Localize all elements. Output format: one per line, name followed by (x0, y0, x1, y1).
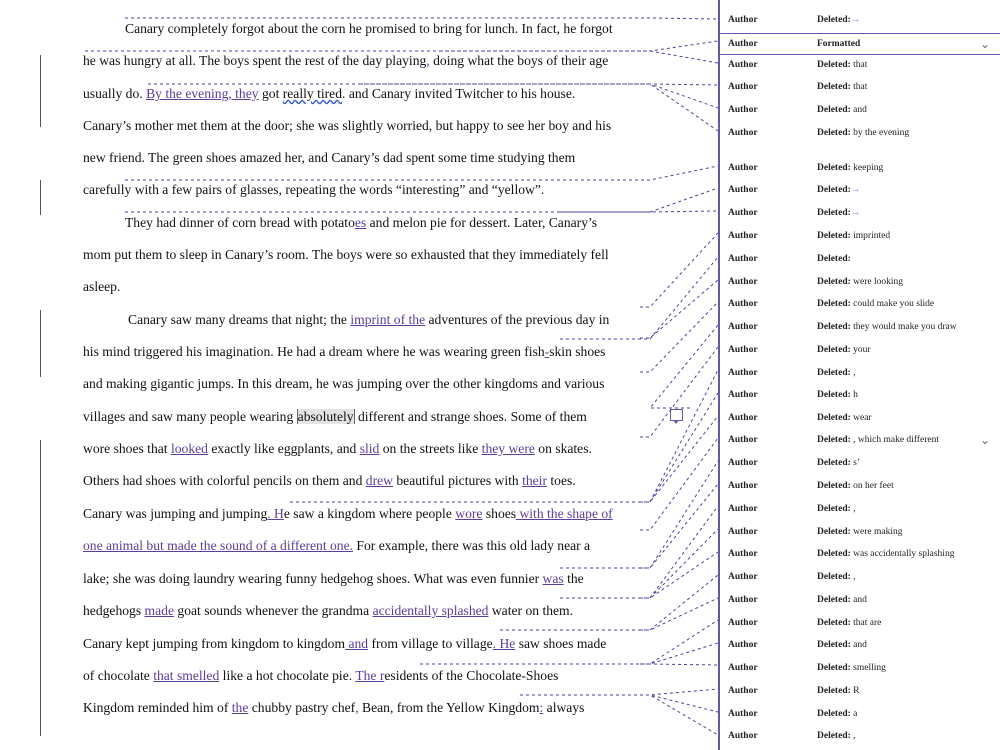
selected-text: absolutely (297, 409, 354, 424)
balloon-deleted-text: imprinted (850, 231, 891, 241)
tab-arrow-icon: → (850, 208, 861, 218)
balloon-author: Author (728, 299, 758, 309)
balloon-author: Author (728, 527, 758, 537)
text-line[interactable] (83, 635, 653, 653)
text-line[interactable] (83, 408, 653, 426)
balloon-deleted-text: and (850, 640, 867, 650)
balloon-revision-type: Deleted: (817, 481, 851, 491)
text-run: on the streets like (379, 441, 482, 456)
balloon-revision-type: Deleted: (817, 458, 851, 468)
text-line[interactable] (128, 311, 698, 329)
balloon-revision-text (817, 101, 867, 119)
text-run: always (543, 700, 585, 715)
inserted-text: one animal but made the sound of a different one. (83, 538, 354, 553)
text-run: skin shoes (549, 344, 606, 359)
balloon-revision-type: Deleted: (817, 208, 851, 218)
text-line[interactable] (83, 246, 653, 264)
balloon-author: Author (728, 368, 758, 378)
text-run: water on them. (488, 603, 574, 618)
change-bar (40, 180, 41, 215)
balloon-deleted-text: and (850, 595, 867, 605)
expand-chevron-icon[interactable]: ⌄ (980, 433, 991, 447)
revision-balloon[interactable] (718, 523, 1000, 541)
balloon-revision-type: Deleted: (817, 504, 851, 514)
text-line[interactable] (125, 20, 695, 38)
text-run: new friend. The green shoes amazed her, and Canary’s dad spent some time studying them (83, 150, 576, 165)
balloon-deleted-text: that are (850, 618, 882, 628)
text-run: lake; she was doing laundry wearing funny hedgehog shoes. What was even funnier (83, 571, 543, 586)
revision-balloon[interactable] (718, 204, 1000, 222)
balloon-revision-type: Deleted: (817, 640, 851, 650)
revision-balloon[interactable] (718, 11, 1000, 29)
inserted-text: they were (481, 441, 535, 456)
balloon-revision-text (817, 682, 859, 700)
text-run: . (342, 86, 346, 101)
balloon-revision-text (817, 659, 886, 677)
revision-balloon[interactable] (718, 56, 1000, 74)
balloon-revision-type: Deleted: (817, 231, 851, 241)
balloon-revision-text (817, 545, 954, 563)
inserted-text: , (426, 53, 430, 68)
text-line[interactable] (83, 699, 653, 717)
balloon-author: Author (728, 640, 758, 650)
grammar-flagged-text: really tired (282, 86, 343, 101)
text-run: and making gigantic jumps. In this dream, he was jumping over the other kingdoms and various (83, 376, 605, 391)
balloon-deleted-text: that (850, 60, 868, 70)
text-run: carefully with a few pairs of glasses, repeating the words “interesting” and “yellow”. (83, 182, 545, 197)
text-run: usually do. (83, 86, 147, 101)
text-run: of chocolate (83, 668, 154, 683)
text-run: goat sounds whenever the grandma (174, 603, 373, 618)
balloon-author: Author (728, 481, 758, 491)
revision-balloon[interactable] (718, 181, 1000, 199)
text-run: asleep. (83, 279, 121, 294)
balloon-author: Author (728, 595, 758, 605)
revision-balloon[interactable] (718, 500, 1000, 518)
balloon-revision-text (817, 727, 856, 745)
text-line[interactable] (83, 602, 653, 620)
balloon-author: Author (728, 82, 758, 92)
text-line[interactable] (83, 117, 653, 135)
revision-balloon[interactable] (718, 124, 1000, 142)
text-line[interactable] (83, 472, 653, 490)
balloon-deleted-text: your (850, 345, 871, 355)
balloon-revision-text (817, 204, 860, 222)
balloon-revision-text (817, 431, 939, 449)
inserted-text: slid (359, 441, 380, 456)
text-run: different and strange shoes. Some of them (354, 409, 587, 424)
inserted-text: drew (365, 473, 393, 488)
balloon-author: Author (728, 435, 758, 445)
revision-balloon[interactable] (718, 568, 1000, 586)
balloon-author: Author (728, 39, 758, 49)
balloon-revision-type: Deleted: (817, 663, 851, 673)
balloon-revision-text (817, 454, 860, 472)
balloon-revision-type: Deleted: (817, 435, 851, 445)
balloon-author: Author (728, 128, 758, 138)
balloon-revision-type: Deleted: (817, 731, 851, 741)
balloon-revision-type: Deleted: (817, 549, 851, 559)
balloon-author: Author (728, 390, 758, 400)
balloon-revision-type: Deleted: (817, 60, 851, 70)
text-run: wore shoes that (83, 441, 171, 456)
text-run: the (563, 571, 584, 586)
tab-arrow-icon: → (850, 185, 861, 195)
text-run: They had dinner of corn bread with potato (125, 215, 355, 230)
text-run: on skates. (534, 441, 592, 456)
inserted-text: By the evening, they (146, 86, 259, 101)
balloon-revision-type: Deleted: (817, 390, 851, 400)
balloon-author: Author (728, 504, 758, 514)
balloon-author: Author (728, 458, 758, 468)
balloon-revision-type: Deleted: (817, 105, 851, 115)
revision-balloon[interactable] (718, 250, 1000, 268)
balloon-revision-text (817, 34, 860, 54)
revision-balloon[interactable] (718, 386, 1000, 404)
balloon-author: Author (728, 709, 758, 719)
balloon-author: Author (728, 413, 758, 423)
revision-balloon[interactable] (718, 614, 1000, 632)
revision-balloon[interactable] (718, 318, 1000, 336)
balloon-revision-type: Deleted: (817, 163, 851, 173)
balloon-revision-text (817, 500, 856, 518)
balloon-revision-text (817, 159, 883, 177)
text-line[interactable] (83, 505, 653, 523)
revision-balloon[interactable] (718, 227, 1000, 245)
revision-balloon[interactable] (718, 431, 1000, 449)
balloon-revision-text (817, 705, 857, 723)
revision-balloon[interactable] (718, 477, 1000, 495)
text-line[interactable] (83, 440, 653, 458)
balloon-revision-text (817, 409, 872, 427)
text-line[interactable] (83, 667, 653, 685)
balloon-revision-type: Deleted: (817, 413, 851, 423)
inserted-text: wore (455, 506, 483, 521)
balloon-revision-type: Deleted: (817, 277, 851, 287)
balloon-revision-text (817, 477, 894, 495)
text-run: Canary saw many dreams that night; the (128, 312, 351, 327)
inserted-text: that smelled (153, 668, 220, 683)
balloon-revision-text (817, 614, 881, 632)
revision-balloon[interactable] (718, 636, 1000, 654)
balloon-author: Author (728, 345, 758, 355)
change-bar (40, 310, 41, 377)
balloon-revision-type: Deleted: (817, 572, 851, 582)
balloon-author: Author (728, 208, 758, 218)
text-run: doing what the boys of their age (429, 53, 609, 68)
revision-balloon[interactable] (718, 659, 1000, 677)
balloon-author: Author (728, 185, 758, 195)
text-line[interactable] (83, 570, 653, 588)
balloon-deleted-text: a (850, 709, 858, 719)
balloon-author: Author (728, 686, 758, 696)
balloon-author: Author (728, 549, 758, 559)
balloon-revision-text (817, 636, 867, 654)
text-run: he was hungry at all. The boys spent the rest of the day playing (83, 53, 427, 68)
text-run: Canary kept jumping from kingdom to kingdom (83, 636, 346, 651)
revision-balloon[interactable] (718, 101, 1000, 119)
text-run: saw shoes made (515, 636, 607, 651)
text-run: got (258, 86, 283, 101)
text-line[interactable] (83, 343, 653, 361)
balloon-deleted-text: was accidentally splashing (850, 549, 955, 559)
markup-balloons-pane[interactable] (718, 0, 1000, 750)
balloon-deleted-text: wear (850, 413, 872, 423)
balloon-revision-text (817, 227, 890, 245)
inserted-text: and (345, 636, 369, 651)
text-line[interactable] (83, 85, 653, 103)
balloon-revision-type: Deleted: (817, 345, 851, 355)
text-run: villages and saw many people wearing (83, 409, 297, 424)
inserted-text: was (542, 571, 564, 586)
revision-balloon[interactable] (718, 409, 1000, 427)
text-run: Bean, from the Yellow Kingdom (358, 700, 540, 715)
balloon-deleted-text: were making (850, 527, 903, 537)
balloon-revision-type: Deleted: (817, 15, 851, 25)
revision-balloon[interactable] (718, 159, 1000, 177)
balloon-revision-text (817, 386, 858, 404)
text-run: from village to village (368, 636, 493, 651)
inserted-text: . H (267, 506, 284, 521)
revision-balloon[interactable] (718, 682, 1000, 700)
balloon-deleted-text: , (850, 731, 856, 741)
balloon-revision-type: Deleted: (817, 254, 851, 264)
text-run: Canary’s mother met them at the door; she was slightly worried, but happy to see her boy and his (83, 118, 612, 133)
revision-balloon[interactable] (718, 33, 1000, 55)
balloon-deleted-text: s’ (850, 458, 861, 468)
balloon-author: Author (728, 663, 758, 673)
inserted-text: their (522, 473, 547, 488)
balloon-revision-text (817, 11, 860, 29)
balloon-revision-type: Deleted: (817, 82, 851, 92)
text-run: and melon pie for dessert. Later, Canary’s (366, 215, 598, 230)
balloon-revision-type: Deleted: (817, 709, 851, 719)
balloon-revision-text (817, 318, 957, 336)
revision-balloon[interactable] (718, 545, 1000, 563)
balloon-deleted-text: by the evening (850, 128, 910, 138)
balloon-author: Author (728, 60, 758, 70)
inserted-text: . He (492, 636, 516, 651)
balloon-revision-type: Deleted: (817, 595, 851, 605)
revision-balloon[interactable] (718, 273, 1000, 291)
text-line[interactable] (125, 214, 695, 232)
inserted-text: accidentally splashed (372, 603, 489, 618)
revision-balloon[interactable] (718, 454, 1000, 472)
balloon-deleted-text: could make you slide (850, 299, 935, 309)
balloon-revision-type: Deleted: (817, 686, 851, 696)
inserted-text: es (354, 215, 367, 230)
text-run: and Canary invited Twitcher to his house. (345, 86, 576, 101)
text-line[interactable] (83, 537, 653, 555)
text-line[interactable] (83, 149, 653, 167)
balloon-deleted-text: that (850, 82, 868, 92)
balloon-deleted-text: on her feet (850, 481, 894, 491)
change-bar (40, 440, 41, 736)
text-line[interactable] (83, 375, 653, 393)
balloon-deleted-text: they would make you draw (850, 322, 957, 332)
balloon-revision-type: Deleted: (817, 618, 851, 628)
text-run: Others had shoes with colorful pencils on them and (83, 473, 366, 488)
balloon-deleted-text: , (850, 368, 856, 378)
text-run: shoes (482, 506, 517, 521)
balloon-deleted-text: R (850, 686, 860, 696)
balloon-revision-text (817, 273, 903, 291)
balloon-revision-text (817, 591, 867, 609)
balloon-revision-type: Deleted: (817, 128, 851, 138)
balloon-deleted-text: and (850, 105, 867, 115)
inserted-text: imprint of the (350, 312, 426, 327)
text-run: his mind triggered his imagination. He had a dream where he was wearing green fish (83, 344, 545, 359)
balloon-revision-type: Deleted: (817, 299, 851, 309)
balloon-deleted-text: , (850, 572, 856, 582)
change-bar (40, 55, 41, 127)
inserted-text: made (144, 603, 174, 618)
balloon-deleted-text: , (850, 504, 856, 514)
balloon-revision-text (817, 250, 851, 268)
balloon-revision-text (817, 181, 860, 199)
balloon-revision-type: Formatted (817, 39, 861, 49)
text-run: esidents of the Chocolate-Shoes (384, 668, 559, 683)
balloon-author: Author (728, 618, 758, 628)
balloon-revision-text (817, 56, 867, 74)
balloon-author: Author (728, 231, 758, 241)
text-run: beautiful pictures with (392, 473, 523, 488)
balloon-revision-text (817, 341, 871, 359)
balloon-author: Author (728, 15, 758, 25)
text-run: For example, there was this old lady near a (353, 538, 591, 553)
text-line[interactable] (83, 52, 653, 70)
inserted-text: looked (170, 441, 208, 456)
balloon-author: Author (728, 322, 758, 332)
revision-balloon[interactable] (718, 591, 1000, 609)
balloon-revision-text (817, 568, 856, 586)
expand-chevron-icon[interactable]: ⌄ (980, 37, 991, 51)
comment-marker-icon[interactable] (670, 409, 683, 421)
text-run: exactly like eggplants, and (207, 441, 360, 456)
balloon-revision-text (817, 78, 867, 96)
balloon-deleted-text: keeping (850, 163, 884, 173)
inserted-text: with the shape of (516, 506, 613, 521)
revision-balloon[interactable] (718, 341, 1000, 359)
balloon-author: Author (728, 254, 758, 264)
balloon-revision-type: Deleted: (817, 368, 851, 378)
revision-balloon[interactable] (718, 705, 1000, 723)
balloon-revision-type: Deleted: (817, 322, 851, 332)
balloon-author: Author (728, 572, 758, 582)
text-run: chubby pastry chef (248, 700, 356, 715)
text-line[interactable] (83, 181, 653, 199)
balloon-author: Author (728, 163, 758, 173)
inserted-text: the (231, 700, 249, 715)
balloon-author: Author (728, 105, 758, 115)
inserted-text: : (539, 700, 544, 715)
balloon-author: Author (728, 277, 758, 287)
revision-balloon[interactable] (718, 78, 1000, 96)
text-run: Canary completely forgot about the corn he promised to bring for lunch. In fact, he forgot (125, 21, 613, 36)
balloon-deleted-text: h (850, 390, 858, 400)
balloon-revision-text (817, 295, 934, 313)
balloon-deleted-text: smelling (850, 663, 886, 673)
balloon-deleted-text: were looking (850, 277, 904, 287)
balloon-revision-text (817, 364, 856, 382)
balloon-deleted-text: , which make different (850, 435, 939, 445)
inserted-text: , (355, 700, 359, 715)
text-run: e saw a kingdom where people (283, 506, 456, 521)
balloon-revision-type: Deleted: (817, 185, 851, 195)
revision-balloon[interactable] (718, 295, 1000, 313)
balloon-revision-type: Deleted: (817, 527, 851, 537)
balloon-revision-text (817, 124, 909, 142)
balloon-author: Author (728, 731, 758, 741)
text-run: Kingdom reminded him of (83, 700, 232, 715)
balloon-revision-text (817, 523, 902, 541)
tab-arrow-icon: → (850, 15, 861, 25)
text-run: like a hot chocolate pie. (219, 668, 356, 683)
revision-balloon[interactable] (718, 727, 1000, 745)
text-run: Canary was jumping and jumping (83, 506, 268, 521)
inserted-text: The r (355, 668, 385, 683)
text-run: mom put them to sleep in Canary’s room. The boys were so exhausted that they immediately fell (83, 247, 609, 262)
inserted-text: - (544, 344, 550, 359)
text-run: hedgehogs (83, 603, 145, 618)
text-line[interactable] (83, 278, 653, 296)
text-run: toes. (547, 473, 576, 488)
revision-balloon[interactable] (718, 364, 1000, 382)
text-run: adventures of the previous day in (425, 312, 610, 327)
